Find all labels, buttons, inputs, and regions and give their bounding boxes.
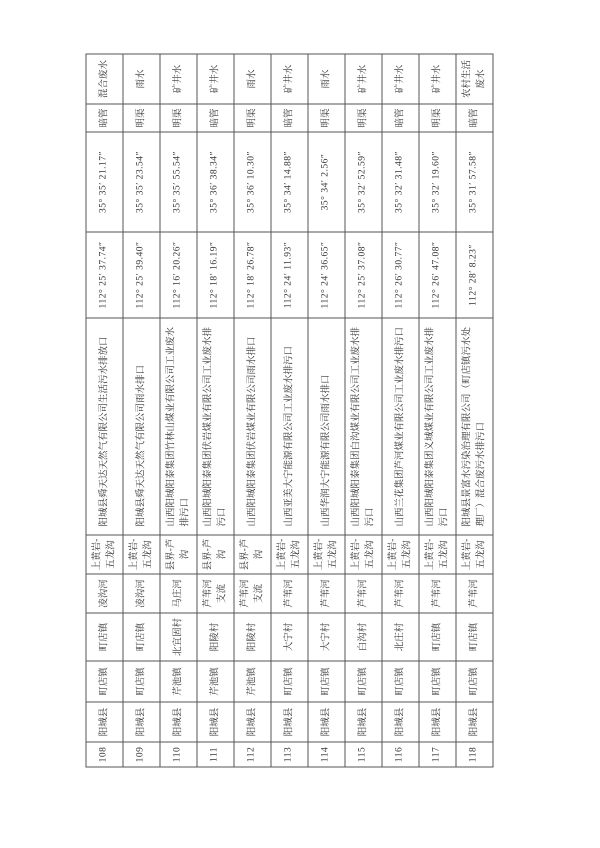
village-cell: 町店镇 — [123, 613, 160, 661]
outfall-name-cell: 山西阳城阳泰集团伏岩煤业有限公司雨水排口 — [234, 318, 271, 535]
county-cell: 阳城县 — [234, 702, 271, 742]
row-number-cell: 111 — [197, 742, 234, 767]
county-cell: 阳城县 — [382, 702, 419, 742]
county-cell: 阳城县 — [160, 702, 197, 742]
latitude-cell: 35° 35′ 55.54″ — [160, 132, 197, 232]
county-cell: 阳城县 — [123, 702, 160, 742]
water-type-cell: 矿井水 — [160, 54, 197, 104]
river-cell: 芦苇河 — [419, 574, 456, 613]
river-cell: 芦苇河 — [308, 574, 345, 613]
river-cell: 芦苇河支流 — [234, 574, 271, 613]
latitude-cell: 35° 34′ 2.56″ — [308, 132, 345, 232]
river-cell: 芦苇河 — [271, 574, 308, 613]
village-cell: 大宁村 — [271, 613, 308, 661]
longitude-cell: 112° 26′ 47.08″ — [419, 232, 456, 318]
outfall-name-cell: 山西华润大宁能源有限公司雨水排口 — [308, 318, 345, 535]
river-cell: 马庄河 — [160, 574, 197, 613]
table-row — [160, 54, 197, 767]
village-cell: 大宁村 — [308, 613, 345, 661]
table-row — [234, 54, 271, 767]
outfall-name-cell: 阳城县景富水污染治理有限公司（町店镇污水处理厂）混合废污水排污口 — [456, 318, 493, 535]
river-section-cell: 县界-芦沟 — [160, 535, 197, 574]
town-cell: 町店镇 — [123, 661, 160, 702]
water-type-cell: 混合废水 — [86, 54, 123, 104]
river-section-cell: 上黄岩-五龙沟 — [345, 535, 382, 574]
row-number-cell: 110 — [160, 742, 197, 767]
longitude-cell: 112° 26′ 30.77″ — [382, 232, 419, 318]
river-cell: 芦苇河 — [382, 574, 419, 613]
outfall-name-cell: 山西阳城阳泰集团义城煤业有限公司工业废水排污口 — [419, 318, 456, 535]
water-type-cell: 雨水 — [234, 54, 271, 104]
row-number-cell: 116 — [382, 742, 419, 767]
longitude-cell: 112° 25′ 39.40″ — [123, 232, 160, 318]
town-cell: 町店镇 — [308, 661, 345, 702]
water-type-cell: 矿井水 — [345, 54, 382, 104]
town-cell: 町店镇 — [86, 661, 123, 702]
table-row — [271, 54, 308, 767]
town-cell: 芹池镇 — [160, 661, 197, 702]
water-type-cell: 雨水 — [123, 54, 160, 104]
outfall-type-cell: 明渠 — [123, 104, 160, 132]
river-section-cell: 县界-芦沟 — [234, 535, 271, 574]
latitude-cell: 35° 32′ 31.48″ — [382, 132, 419, 232]
table-body — [86, 54, 493, 767]
county-cell: 阳城县 — [86, 702, 123, 742]
village-cell: 町店镇 — [86, 613, 123, 661]
county-cell: 阳城县 — [345, 702, 382, 742]
longitude-cell: 112° 18′ 16.19″ — [197, 232, 234, 318]
longitude-cell: 112° 24′ 11.93″ — [271, 232, 308, 318]
latitude-cell: 35° 34′ 14.88″ — [271, 132, 308, 232]
outfall-name-cell: 山西阳城阳泰集团白沟煤业有限公司工业废水排污口 — [345, 318, 382, 535]
river-cell: 芦苇河 — [456, 574, 493, 613]
row-number-cell: 108 — [86, 742, 123, 767]
outfall-type-cell: 暗管 — [271, 104, 308, 132]
table-row — [123, 54, 160, 767]
latitude-cell: 35° 32′ 19.60″ — [419, 132, 456, 232]
water-type-cell: 农村生活废水 — [456, 54, 493, 104]
outfall-type-cell: 暗管 — [197, 104, 234, 132]
county-cell: 阳城县 — [271, 702, 308, 742]
outfall-type-cell: 明渠 — [308, 104, 345, 132]
latitude-cell: 35° 36′ 38.34″ — [197, 132, 234, 232]
water-type-cell: 雨水 — [308, 54, 345, 104]
table-row — [456, 54, 493, 767]
table-row — [382, 54, 419, 767]
row-number-cell: 118 — [456, 742, 493, 767]
table-row — [86, 54, 123, 767]
village-cell: 白沟村 — [345, 613, 382, 661]
latitude-cell: 35° 31′ 57.58″ — [456, 132, 493, 232]
river-section-cell: 上黄岩-五龙沟 — [86, 535, 123, 574]
longitude-cell: 112° 25′ 37.74″ — [86, 232, 123, 318]
outfall-name-cell: 阳城县舜天达天然气有限公司生活污水排放口 — [86, 318, 123, 535]
county-cell: 阳城县 — [456, 702, 493, 742]
outfall-name-cell: 山西阳城阳泰集团竹林山煤业有限公司工业废水排污口 — [160, 318, 197, 535]
river-section-cell: 上黄岩-五龙沟 — [419, 535, 456, 574]
table-row — [197, 54, 234, 767]
river-section-cell: 上黄岩-五龙沟 — [271, 535, 308, 574]
row-number-cell: 113 — [271, 742, 308, 767]
county-cell: 阳城县 — [197, 702, 234, 742]
outfall-name-cell: 山西亚美大宁能源有限公司工业废水排污口 — [271, 318, 308, 535]
table-row — [419, 54, 456, 767]
rotated-page — [85, 56, 486, 767]
water-type-cell: 矿井水 — [382, 54, 419, 104]
latitude-cell: 35° 35′ 23.54″ — [123, 132, 160, 232]
village-cell: 北宜固村 — [160, 613, 197, 661]
outfall-name-cell: 阳城县舜天达天然气有限公司雨水排口 — [123, 318, 160, 535]
outfall-type-cell: 明渠 — [160, 104, 197, 132]
village-cell: 町店镇 — [419, 613, 456, 661]
river-cell: 芦苇河支流 — [197, 574, 234, 613]
river-section-cell: 县界-芦沟 — [197, 535, 234, 574]
outfall-type-cell: 暗管 — [456, 104, 493, 132]
outfall-type-cell: 暗管 — [382, 104, 419, 132]
outfall-table — [85, 53, 493, 767]
river-section-cell: 上黄岩-五龙沟 — [308, 535, 345, 574]
town-cell: 芹池镇 — [197, 661, 234, 702]
latitude-cell: 35° 32′ 52.59″ — [345, 132, 382, 232]
river-section-cell: 上黄岩-五龙沟 — [382, 535, 419, 574]
longitude-cell: 112° 25′ 37.08″ — [345, 232, 382, 318]
water-type-cell: 矿井水 — [197, 54, 234, 104]
river-section-cell: 上黄岩-五龙沟 — [123, 535, 160, 574]
table-row — [345, 54, 382, 767]
outfall-type-cell: 明渠 — [345, 104, 382, 132]
row-number-cell: 112 — [234, 742, 271, 767]
town-cell: 町店镇 — [345, 661, 382, 702]
village-cell: 阳陵村 — [197, 613, 234, 661]
row-number-cell: 115 — [345, 742, 382, 767]
village-cell: 阳陵村 — [234, 613, 271, 661]
latitude-cell: 35° 36′ 10.30″ — [234, 132, 271, 232]
county-cell: 阳城县 — [308, 702, 345, 742]
latitude-cell: 35° 35′ 21.17″ — [86, 132, 123, 232]
water-type-cell: 矿井水 — [419, 54, 456, 104]
longitude-cell: 112° 16′ 20.26″ — [160, 232, 197, 318]
table-row — [308, 54, 345, 767]
village-cell: 町店镇 — [456, 613, 493, 661]
longitude-cell: 112° 28′ 8.23″ — [456, 232, 493, 318]
outfall-name-cell: 山西兰花集团芦河煤业有限公司工业废水排污口 — [382, 318, 419, 535]
river-cell: 凌沟河 — [86, 574, 123, 613]
town-cell: 町店镇 — [382, 661, 419, 702]
longitude-cell: 112° 24′ 36.65″ — [308, 232, 345, 318]
outfall-type-cell: 明渠 — [234, 104, 271, 132]
river-section-cell: 上黄岩-五龙沟 — [456, 535, 493, 574]
row-number-cell: 117 — [419, 742, 456, 767]
town-cell: 町店镇 — [419, 661, 456, 702]
town-cell: 芹池镇 — [234, 661, 271, 702]
village-cell: 北庄村 — [382, 613, 419, 661]
county-cell: 阳城县 — [419, 702, 456, 742]
outfall-type-cell: 暗管 — [86, 104, 123, 132]
water-type-cell: 矿井水 — [271, 54, 308, 104]
outfall-name-cell: 山西阳城阳泰集团伏岩煤业有限公司工业废水排污口 — [197, 318, 234, 535]
row-number-cell: 114 — [308, 742, 345, 767]
town-cell: 町店镇 — [456, 661, 493, 702]
river-cell: 凌沟河 — [123, 574, 160, 613]
row-number-cell: 109 — [123, 742, 160, 767]
town-cell: 町店镇 — [271, 661, 308, 702]
river-cell: 芦苇河 — [345, 574, 382, 613]
outfall-type-cell: 明渠 — [419, 104, 456, 132]
longitude-cell: 112° 18′ 26.78″ — [234, 232, 271, 318]
